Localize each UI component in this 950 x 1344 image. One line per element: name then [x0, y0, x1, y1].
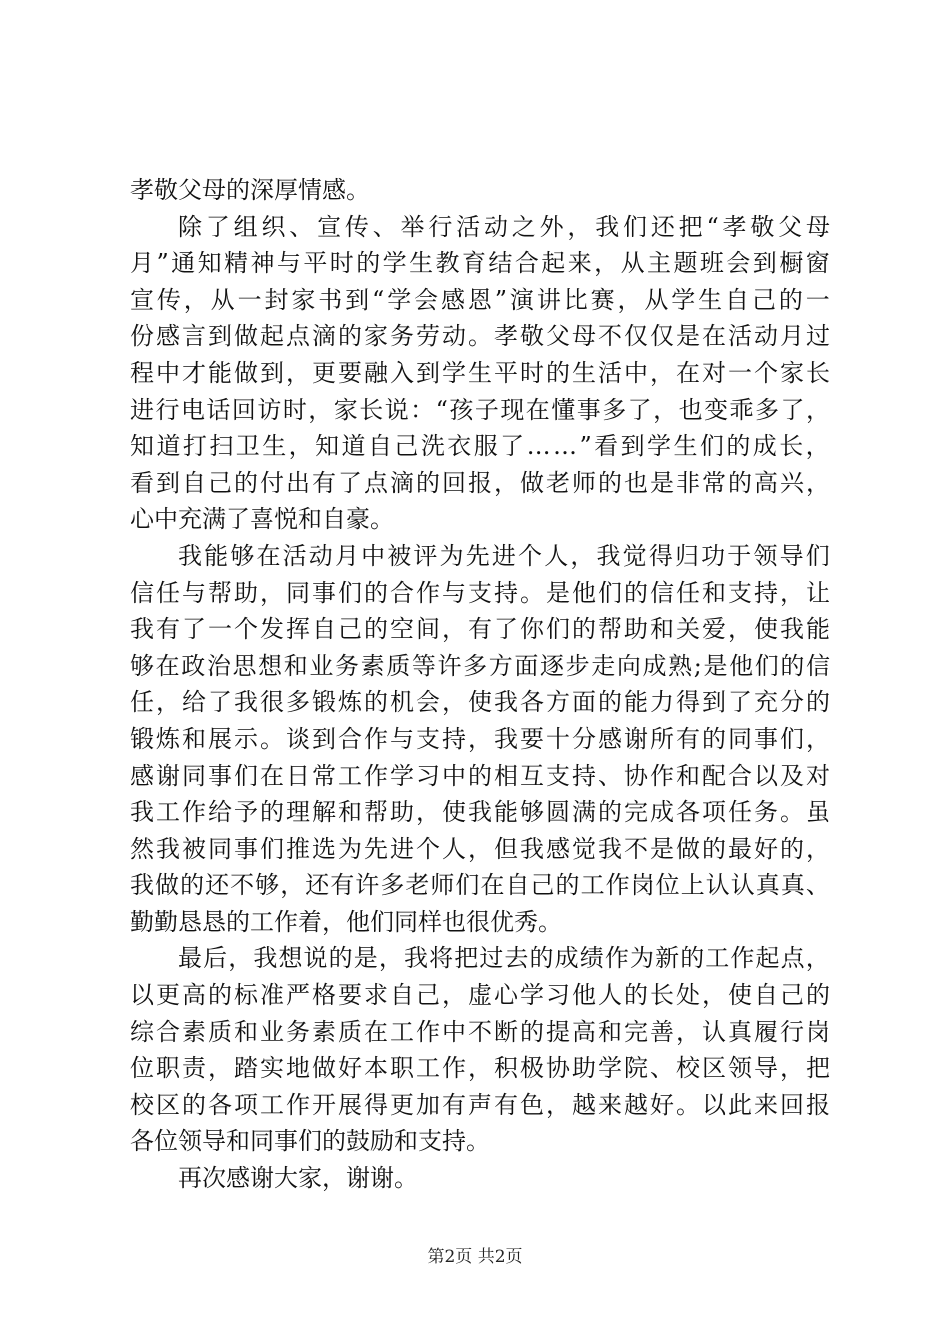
text-line: 勤勤恳恳的工作着，他们同样也很优秀。 — [130, 907, 562, 936]
text-line: 我 做 的 还 不 够 ， 还 有 许 多 老 师 们 在 自 己 的 工 作 岗 位 上 认 认 真 真 、 — [130, 871, 830, 900]
text-line: 份 感 言 到 做 起 点 滴 的 家 务 劳 动 。 孝 敬 父 母 不 仅 仅 是 在 活 动 月 过 — [130, 322, 830, 351]
paragraph-start-line: 我 能 够 在 活 动 月 中 被 评 为 先 进 个 人 ， 我 觉 得 归 功 于 领 导 们 — [178, 541, 830, 570]
page-number-footer: 第2页 共2页 — [427, 1247, 523, 1267]
text-line: 月 ” 通 知 精 神 与 平 时 的 学 生 教 育 结 合 起 来 ， 从 主 题 班 会 到 橱 窗 — [130, 249, 830, 278]
text-line: 任 ， 给 了 我 很 多 锻 炼 的 机 会 ， 使 我 各 方 面 的 能 力 得 到 了 充 分 的 — [130, 688, 830, 717]
text-line: 宣 传 ， 从 一 封 家 书 到 “ 学 会 感 恩 ” 演 讲 比 赛 ， 从 学 生 自 己 的 一 — [130, 285, 830, 314]
text-line: 程 中 才 能 做 到 ， 更 要 融 入 到 学 生 平 时 的 生 活 中 ， 在 对 一 个 家 长 — [130, 358, 830, 387]
text-line: 孝敬父母的深厚情感。 — [130, 176, 370, 204]
document-body — [130, 172, 830, 1197]
text-line: 感 谢 同 事 们 在 日 常 工 作 学 习 中 的 相 互 支 持 、 协 作 和 配 合 以 及 对 — [130, 761, 830, 790]
text-line: 以 更 高 的 标 准 严 格 要 求 自 己 ， 虚 心 学 习 他 人 的 长 处 ， 使 自 己 的 — [130, 981, 830, 1010]
text-line: 知 道 打 扫 卫 生 ， 知 道 自 己 洗 衣 服 了 … … ” 看 到 学 生 们 的 成 长 ， — [130, 432, 830, 461]
text-line: 够 在 政 治 思 想 和 业 务 素 质 等 许 多 方 面 逐 步 走 向 成 熟 ; 是 他 们 的 信 — [130, 651, 830, 680]
text-line: 位 职 责 ， 踏 实 地 做 好 本 职 工 作 ， 积 极 协 助 学 院 、 校 区 领 导 ， 把 — [130, 1054, 830, 1083]
text-line: 我 工 作 给 予 的 理 解 和 帮 助 ， 使 我 能 够 圆 满 的 完 成 各 项 任 务 。 虽 — [130, 798, 830, 827]
paragraph-start-line: 最 后 ， 我 想 说 的 是 ， 我 将 把 过 去 的 成 绩 作 为 新 的 工 作 起 点 ， — [178, 944, 830, 973]
paragraph-start-line: 再次感谢大家，谢谢。 — [178, 1164, 418, 1193]
paragraph-start-line: 除 了 组 织 、 宣 传 、 举 行 活 动 之 外 ， 我 们 还 把 “ 孝 敬 父 母 — [178, 212, 830, 241]
text-line: 各位领导和同事们的鼓励和支持。 — [130, 1127, 490, 1156]
text-line: 我 有 了 一 个 发 挥 自 己 的 空 间 ， 有 了 你 们 的 帮 助 和 关 爱 ， 使 我 能 — [130, 615, 830, 644]
text-line: 进 行 电 话 回 访 时 ， 家 长 说 ： “ 孩 子 现 在 懂 事 多 了 ， 也 变 乖 多 了 ， — [130, 395, 830, 424]
text-line: 看 到 自 己 的 付 出 有 了 点 滴 的 回 报 ， 做 老 师 的 也 是 非 常 的 高 兴 ， — [130, 468, 830, 497]
text-line: 锻 炼 和 展 示 。 谈 到 合 作 与 支 持 ， 我 要 十 分 感 谢 所 有 的 同 事 们 ， — [130, 724, 830, 753]
text-line: 信 任 与 帮 助 ， 同 事 们 的 合 作 与 支 持 。 是 他 们 的 信 任 和 支 持 ， 让 — [130, 578, 830, 607]
text-line: 然 我 被 同 事 们 推 选 为 先 进 个 人 ， 但 我 感 觉 我 不 是 做 的 最 好 的 ， — [130, 834, 830, 863]
text-line: 综 合 素 质 和 业 务 素 质 在 工 作 中 不 断 的 提 高 和 完 善 ， 认 真 履 行 岗 — [130, 1017, 830, 1046]
text-line: 校 区 的 各 项 工 作 开 展 得 更 加 有 声 有 色 ， 越 来 越 好 。 以 此 来 回 报 — [130, 1090, 830, 1119]
text-line: 心中充满了喜悦和自豪。 — [130, 505, 394, 534]
